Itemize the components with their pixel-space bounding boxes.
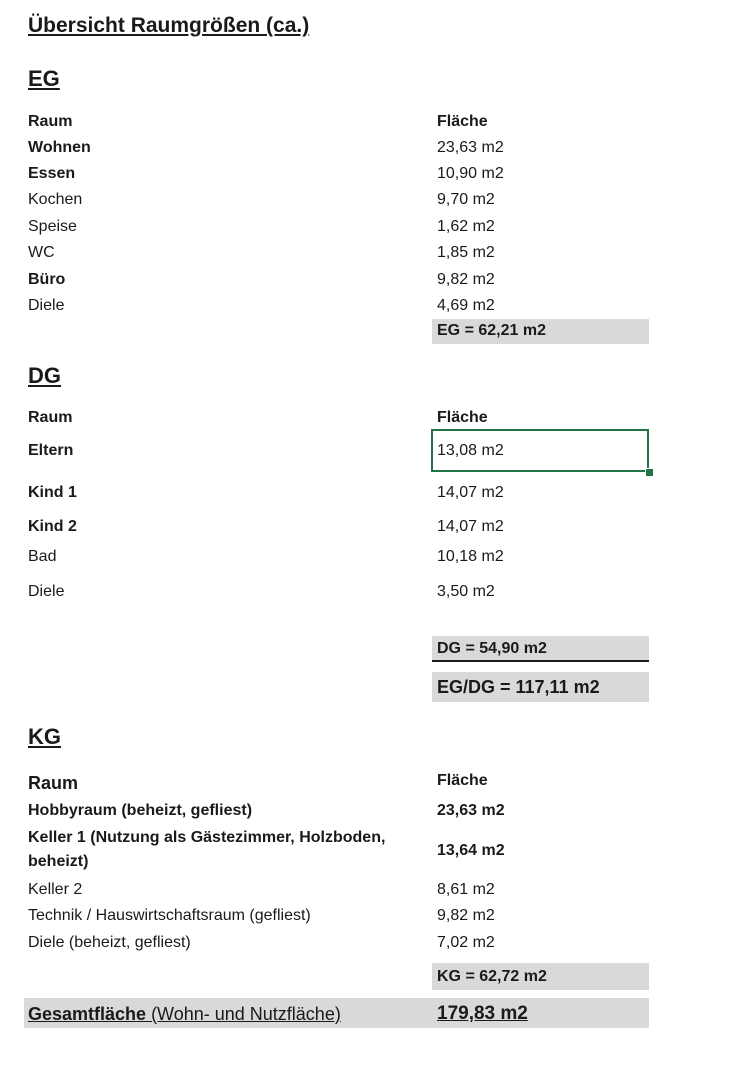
room-area: 10,90 m2 [437, 165, 504, 182]
room-area: 7,02 m2 [437, 934, 495, 951]
room-name: Bad [28, 548, 57, 565]
room-area: 1,85 m2 [437, 244, 495, 261]
room-name: Kind 1 [28, 484, 77, 501]
sum-dg: DG = 54,90 m2 [437, 640, 547, 657]
section-heading-kg: KG [28, 724, 61, 749]
section-heading-dg: DG [28, 363, 61, 388]
column-header-flaeche: Fläche [437, 772, 488, 789]
column-header-raum: Raum [28, 113, 73, 130]
room-area: 9,82 m2 [437, 907, 495, 924]
room-name: Kind 2 [28, 518, 77, 535]
room-name: Hobbyraum (beheizt, gefliest) [28, 802, 253, 819]
room-name: Diele [28, 297, 65, 314]
room-area: 14,07 m2 [437, 484, 504, 501]
room-name-line: Keller 1 (Nutzung als Gästezimmer, Holzboden, [28, 829, 386, 846]
room-area: 1,62 m2 [437, 218, 495, 235]
room-name: Eltern [28, 442, 74, 459]
total-value: 179,83 m2 [437, 1003, 528, 1024]
room-name-line: beheizt) [28, 853, 89, 870]
room-area: 13,64 m2 [437, 842, 505, 859]
room-area: 9,82 m2 [437, 271, 495, 288]
room-name: Essen [28, 165, 76, 182]
room-name-multiline [28, 826, 385, 874]
column-header-flaeche: Fläche [437, 113, 488, 130]
column-header-raum: Raum [28, 773, 79, 793]
room-name: WC [28, 244, 55, 261]
sum-egdg: EG/DG = 117,11 m2 [437, 677, 600, 697]
room-area: 23,63 m2 [437, 139, 504, 156]
total-label-rest: (Wohn- und Nutzfläche) [146, 1004, 341, 1024]
room-name: Wohnen [28, 139, 91, 156]
room-area: 4,69 m2 [437, 297, 495, 314]
room-name: Speise [28, 218, 77, 235]
room-name: Diele [28, 583, 65, 600]
section-heading-eg: EG [28, 66, 60, 91]
column-header-flaeche: Fläche [437, 409, 488, 426]
page-title: Übersicht Raumgrößen (ca.) [28, 14, 310, 37]
sum-eg: EG = 62,21 m2 [437, 322, 546, 339]
total-label [28, 1004, 341, 1025]
room-name: Keller 2 [28, 881, 83, 898]
room-area: 3,50 m2 [437, 583, 495, 600]
room-name: Technik / Hauswirtschaftsraum (gefliest) [28, 907, 311, 924]
total-label-bold: Gesamtfläche [28, 1004, 147, 1024]
room-area: 10,18 m2 [437, 548, 504, 565]
room-area: 23,63 m2 [437, 802, 505, 819]
room-name: Büro [28, 271, 66, 288]
column-header-raum: Raum [28, 409, 73, 426]
fill-handle[interactable] [645, 468, 654, 477]
room-area: 13,08 m2 [437, 442, 504, 459]
room-area: 8,61 m2 [437, 881, 495, 898]
room-area: 9,70 m2 [437, 191, 495, 208]
sum-kg: KG = 62,72 m2 [437, 968, 547, 985]
sum-underline [432, 660, 649, 662]
room-name: Diele (beheizt, gefliest) [28, 934, 191, 951]
room-area: 14,07 m2 [437, 518, 504, 535]
room-name: Kochen [28, 191, 83, 208]
